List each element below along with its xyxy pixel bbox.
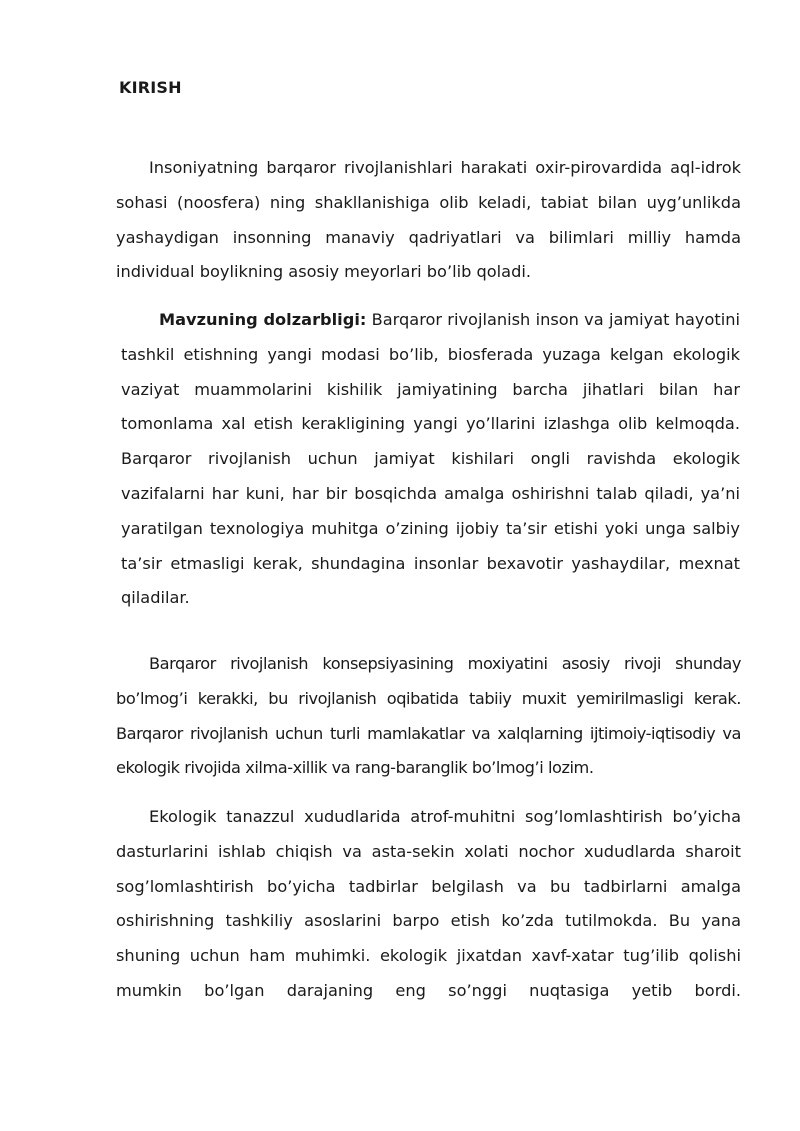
- paragraph-body: [121, 303, 740, 616]
- paragraph-text: Insoniyatning barqaror rivojlanishlari harakati oxir-pirovardida aql-idrok sohasi (noosfera) ning shakllanishiga olib keladi, tabiat bilan uyg’unlikda yashaydigan insonning manaviy qadriyatlari va bilimlari milliy hamda individual boylikning asosiy meyorlari bo’lib qoladi.: [116, 158, 741, 282]
- paragraph-relevance: [121, 303, 740, 616]
- paragraph-ecology: [116, 800, 741, 1009]
- paragraph-text: Barqaror rivojlanish inson va jamiyat hayotini tashkil etishning yangi modasi bo’lib, biosferada yuzaga kelgan ekologik vaziyat muammolarini kishilik jamiyatining barcha jihatlari bilan har tomonlama xal etish kerakligining yangi yo’llarini izlashga olib kelmoqda. Barqaror rivojlanish uchun jamiyat kishilari ongli ravishda ekologik vazifalarni har kuni, har bir bosqichda amalga oshirishni talab qiladi, ya’ni yaratilgan texnologiya muhitga o’zining ijobiy ta’sir etishi yoki unga salbiy ta’sir etmasligi kerak, shundagina insonlar bexavotir yashaydilar, mexnat qiladilar.: [121, 310, 740, 608]
- paragraph-concept: [116, 647, 741, 786]
- paragraph-text: Ekologik tanazzul xududlarida atrof-muhitni sog’lomlashtirish bo’yicha dasturlarini ishlab chiqish va asta-sekin xolati nochor xududlarda sharoit sog’lomlashtirish bo’yicha tadbirlar belgilash va bu tadbirlarni amalga oshirishning tashkiliy asoslarini barpo etish ko’zda tutilmokda. Bu yana shuning uchun ham muhimki. ekologik jixatdan xavf-xatar tug’ilib qolishi mumkin bo’lgan darajaning eng so’nggi nuqtasiga yetib bordi.: [116, 807, 741, 1000]
- section-heading: KIRISH: [119, 78, 182, 97]
- relevance-label: Mavzuning dolzarbligi:: [159, 310, 367, 329]
- paragraph-text: Barqaror rivojlanish konsepsiyasining moxiyatini asosiy rivoji shunday bo’lmog’i kerakki, bu rivojlanish oqibatida tabiiy muxit yemirilmasligi kerak. Barqaror rivojlanish uchun turli mamlakatlar va xalqlarning ijtimoiy-iqtisodiy va ekologik rivojida xilma-xillik va rang-baranglik bo’lmog’i lozim.: [116, 654, 741, 778]
- paragraph-intro: [116, 151, 741, 290]
